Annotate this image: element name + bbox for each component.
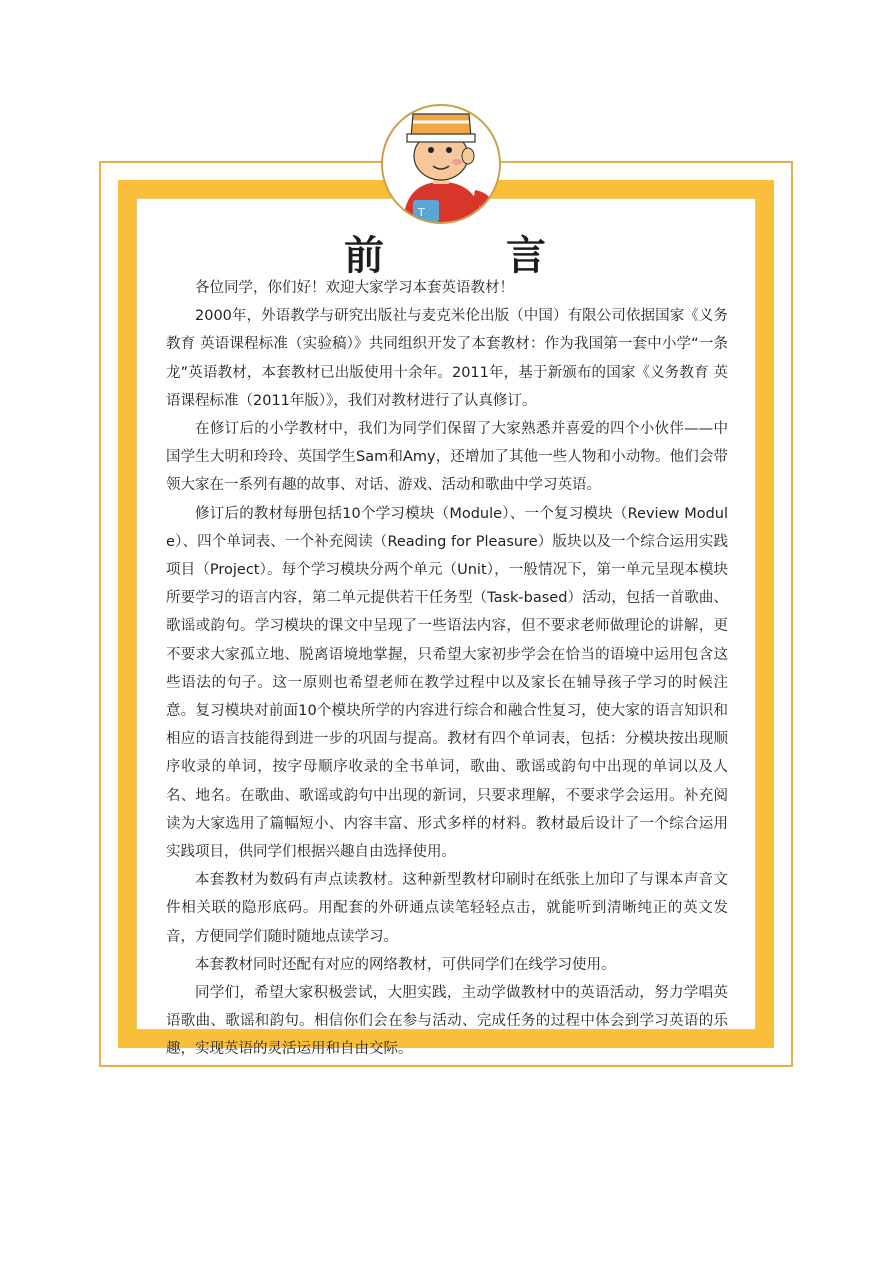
paragraph-online: 本套教材同时还配有对应的网络教材，可供同学们在线学习使用。 [195,956,616,973]
page-title [136,224,756,281]
title-char-1: 前 [344,232,386,279]
svg-text:T: T [418,206,425,219]
paragraph-structure: 修订后的教材每册包括10个学习模块（Module）、一个复习模块（Review Module）、四个单词表、一个补充阅读（Reading for Pleasure）版块以及一个综合运用实践项目（Project）。每个学习模块分两个单元（Unit），一般情况下，第一单元呈现本模块所要学习的语言内容，第二单元提供若干任务型（Task-based）活动，包括一首歌曲、歌谣或韵句。学习模块的课文中呈现了一些语法内容，但不要求老师做理论的讲解，更不要求大家孤立地、脱离语境地掌握，只希望大家初步学会在恰当的语境中运用包含这些语法的句子。这一原则也希望老师在教学过程中以及家长在辅导孩子学习的时候注意。复习模块对前面10个模块所学的内容进行综合和融合性复习，使大家的语言知识和相应的语言技能得到进一步的巩固与提高。教材有四个单词表，包括：分模块按出现顺序收录的单词，按字母顺序收录的全书单词，歌曲、歌谣或韵句中出现的单词以及人名、地名。在歌曲、歌谣或韵句中出现的新词，只要求理解，不要求学会运用。补充阅读为大家选用了篇幅短小、内容丰富、形式多样的材料。教材最后设计了一个综合运用实践项目，供同学们根据兴趣自由选择使用。 [166,505,728,861]
preface-body [166,274,728,1064]
paragraph-history: 2000年，外语教学与研究出版社与麦克米伦出版（中国）有限公司依据国家《义务教育 英语课程标准（实验稿）》共同组织开发了本套教材：作为我国第一套中小学“一条龙”英语教材，本套教材已出版使用十余年。2011年，基于新颁布的国家《义务教育 英语课程标准（2011年版）》，我们对教材进行了认真修订。 [166,308,728,409]
paragraph-characters: 在修订后的小学教材中，我们为同学们保留了大家熟悉并喜爱的四个小伙伴——中国学生大明和玲玲、英国学生Sam和Amy，还增加了其他一些人物和小动物。他们会带领大家在一系列有趣的故事、对话、游戏、活动和歌曲中学习英语。 [166,421,728,494]
paragraph-digital: 本套教材为数码有声点读教材。这种新型教材印刷时在纸张上加印了与课本声音文件相关联的隐形底码。用配套的外研通点读笔轻轻点击，就能听到清晰纯正的英文发音，方便同学们随时随地点读学习。 [166,872,728,945]
paragraph-closing: 同学们，希望大家积极尝试，大胆实践，主动学做教材中的英语活动，努力学唱英语歌曲、歌谣和韵句。相信你们会在参与活动、完成任务的过程中体会到学习英语的乐趣，实现英语的灵活运用和自由交际。 [166,985,728,1058]
title-char-2: 言 [506,232,548,279]
paragraph-greeting: 各位同学，你们好！欢迎大家学习本套英语教材！ [195,280,514,296]
boy-with-hat-icon [381,104,501,224]
